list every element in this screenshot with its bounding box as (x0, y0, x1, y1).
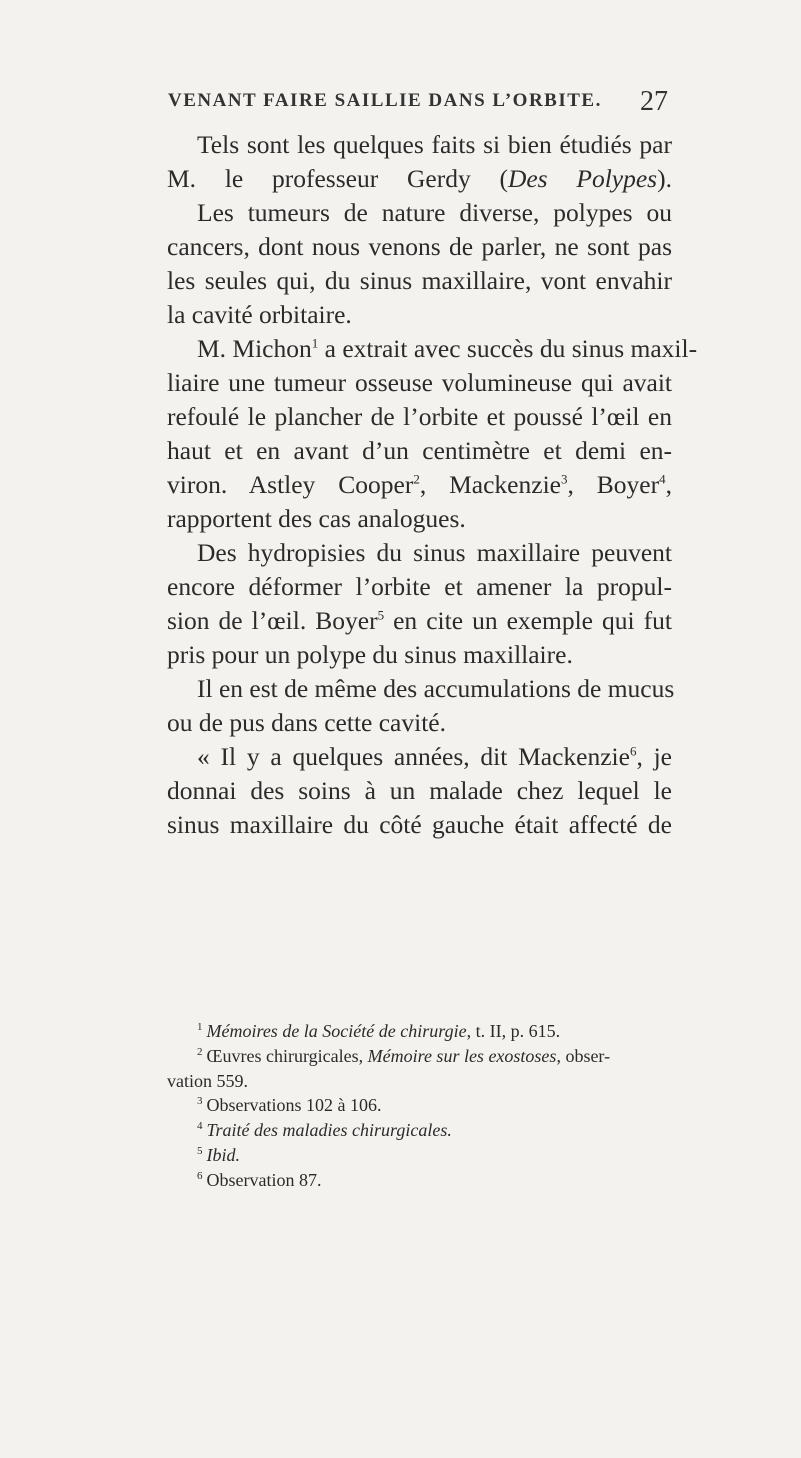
text-line: Il en est de même des accumulations de mucus (197, 674, 675, 703)
footnote: $^5$ Ibid. (197, 1144, 240, 1165)
text-line: les seules qui, du sinus maxillaire, vont envahir (167, 266, 672, 295)
footnotes (167, 1019, 672, 1193)
footnote-ref: 3 (560, 471, 568, 487)
text-line: cancers, dont nous venons de parler, ne sont pas (167, 232, 672, 261)
body-text (167, 128, 698, 842)
footnote: $^1$ Mémoires de la Société de chirurgie, t. II, p. 615. (197, 1021, 561, 1041)
text-line: Les tumeurs de nature diverse, polypes ou (197, 198, 672, 227)
text-line: refoulé le plancher de l’orbite et poussé l’œil en (167, 402, 672, 431)
running-title: VENANT FAIRE SAILLIE DANS L’ORBITE. (168, 90, 602, 111)
text-line: rapportent des cas analogues. (167, 504, 466, 533)
footnote: $^2$ Œuvres chirurgicales, Mémoire sur les exostoses, obser- (197, 1045, 611, 1066)
text-line: « Il y a quelques années, dit Mackenzie$^6$, je (197, 742, 673, 771)
text-line: donnai des soins à un malade chez lequel le (167, 776, 672, 805)
text-line: Tels sont les quelques faits si bien étudiés par (197, 130, 672, 159)
footnote-ref: 2 (413, 471, 420, 487)
text-line: ou de pus dans cette cavité. (167, 708, 446, 737)
text-line: pris pour un polype du sinus maxillaire. (167, 640, 573, 669)
footnote-ref: 4 (659, 471, 666, 487)
text-line: sion de l’œil. Boyer$^5$ en cite un exemple qui fut (167, 606, 672, 635)
text-line: encore déformer l’orbite et amener la propul- (167, 572, 672, 601)
text-line: la cavité orbitaire. (167, 300, 352, 329)
text-line: viron. Astley Cooper$^2$, Mackenzie$^3$, Boyer$^4$, (167, 470, 672, 499)
running-header (168, 86, 668, 118)
footnote-ref: 6 (629, 743, 637, 759)
footnote-ref: 1 (311, 335, 319, 351)
text-line: Des hydropisies du sinus maxillaire peuvent (197, 538, 672, 567)
footnote-ref: 5 (377, 607, 385, 623)
text-line: sinus maxillaire du côté gauche était affecté de (167, 810, 672, 839)
text-line: M. Michon$^1$ a extrait avec succès du sinus maxil- (197, 334, 698, 363)
footnote: $^6$ Observation 87. (197, 1169, 322, 1190)
text-line: M. le professeur Gerdy (Des Polypes). (167, 164, 672, 193)
text-line: haut et en avant d’un centimètre et demi en- (167, 436, 672, 465)
footnote: $^3$ Observations 102 à 106. (197, 1095, 382, 1116)
page-number: 27 (640, 86, 668, 117)
footnote-continuation: vation 559. (167, 1070, 248, 1091)
footnote: $^4$ Traité des maladies chirurgicales. (197, 1120, 452, 1141)
text-line: liaire une tumeur osseuse volumineuse qui avait (167, 368, 672, 397)
